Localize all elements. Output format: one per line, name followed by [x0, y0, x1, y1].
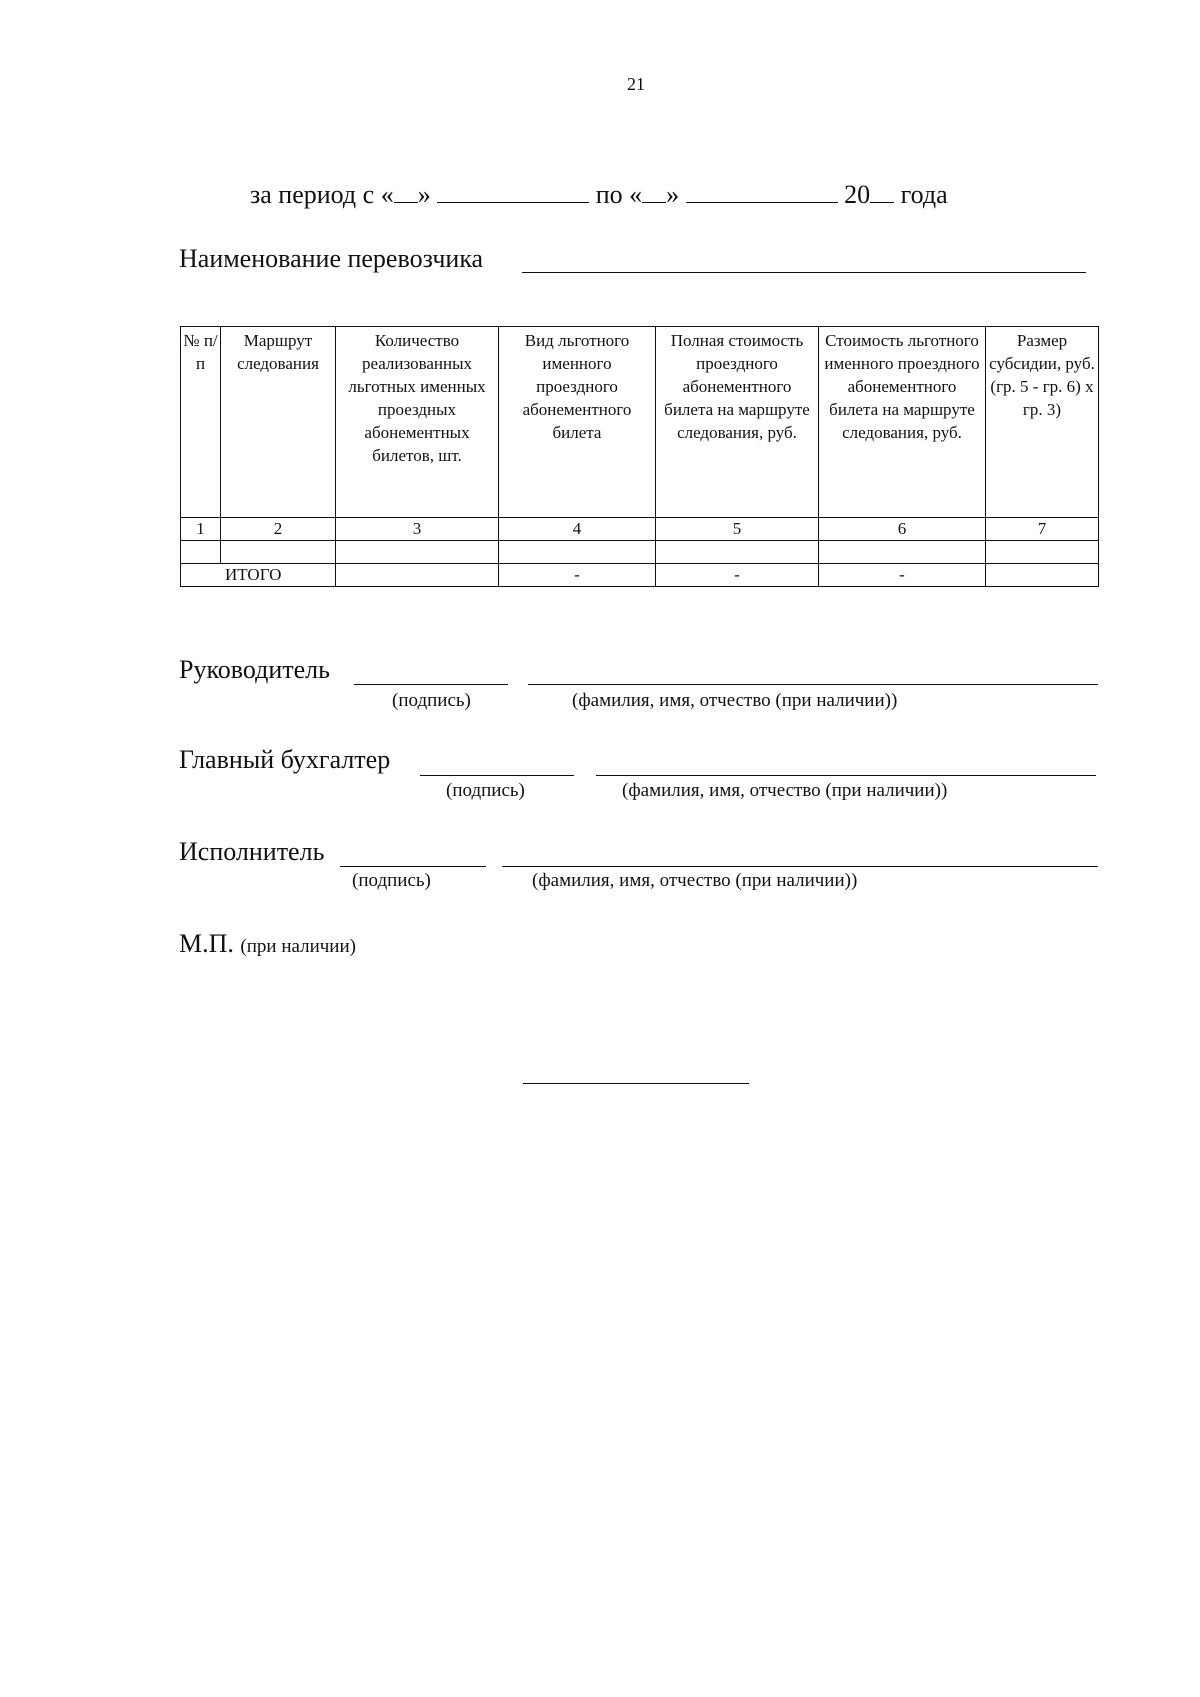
period-start-day-field[interactable] — [394, 178, 418, 203]
period-prefix: за период с « — [250, 180, 394, 209]
table-cell[interactable] — [986, 541, 1099, 564]
table-row — [181, 541, 1099, 564]
page-number: 21 — [627, 74, 645, 94]
total-dash: - — [819, 564, 986, 587]
total-label: ИТОГО — [181, 564, 336, 587]
total-cell[interactable] — [336, 564, 499, 587]
chief-accountant-name-caption: (фамилия, имя, отчество (при наличии)) — [622, 780, 948, 801]
end-divider — [523, 1083, 749, 1084]
table-cell[interactable] — [499, 541, 656, 564]
head-name-field[interactable] — [528, 684, 1098, 685]
period-end-quote: » — [666, 180, 680, 209]
table-header-cell: Полная стоимость проездного абонементного билета на маршруте следования, руб. — [656, 327, 819, 518]
column-number: 6 — [819, 518, 986, 541]
executor-name-field[interactable] — [502, 866, 1098, 867]
head-label: Руководитель — [179, 655, 330, 684]
total-dash: - — [499, 564, 656, 587]
column-number: 1 — [181, 518, 221, 541]
chief-accountant-signature-caption: (подпись) — [446, 780, 525, 801]
table-cell[interactable] — [336, 541, 499, 564]
column-number: 2 — [221, 518, 336, 541]
column-number: 7 — [986, 518, 1099, 541]
total-row — [181, 564, 1099, 587]
carrier-label: Наименование перевозчика — [179, 244, 484, 273]
carrier-name-field[interactable] — [522, 272, 1086, 273]
table-cell[interactable] — [819, 541, 986, 564]
period-year-field[interactable] — [870, 178, 894, 203]
period-year-prefix: 20 — [844, 180, 871, 209]
executor-label: Исполнитель — [179, 837, 325, 866]
table-header-row — [181, 327, 1099, 518]
chief-accountant-signature-field[interactable] — [420, 775, 574, 776]
stamp-placeholder — [179, 929, 356, 959]
total-cell[interactable] — [986, 564, 1099, 587]
total-dash: - — [656, 564, 819, 587]
chief-accountant-label: Главный бухгалтер — [179, 745, 391, 774]
column-number: 3 — [336, 518, 499, 541]
table-cell[interactable] — [656, 541, 819, 564]
stamp-label: М.П. — [179, 929, 234, 958]
executor-signature-field[interactable] — [340, 866, 486, 867]
table-header-cell: Вид льготного именного проездного абонементного билета — [499, 327, 656, 518]
head-signature-field[interactable] — [354, 684, 508, 685]
column-number-row — [181, 518, 1099, 541]
table-header-cell: Маршрут следования — [221, 327, 336, 518]
chief-accountant-name-field[interactable] — [596, 775, 1096, 776]
table-cell[interactable] — [221, 541, 336, 564]
head-signature-caption: (подпись) — [392, 690, 471, 711]
stamp-note: (при наличии) — [240, 936, 356, 957]
executor-signature-caption: (подпись) — [352, 870, 431, 891]
table-header-cell: Стоимость льготного именного проездного абонементного билета на маршруте следования, руб. — [819, 327, 986, 518]
period-year-suffix: года — [900, 180, 948, 209]
period-end-month-field[interactable] — [686, 178, 838, 203]
executor-name-caption: (фамилия, имя, отчество (при наличии)) — [532, 870, 858, 891]
column-number: 4 — [499, 518, 656, 541]
table-header-cell: Размер субсидии, руб. (гр. 5 - гр. 6) х гр. 3) — [986, 327, 1099, 518]
period-line — [250, 178, 948, 210]
report-table — [180, 326, 1099, 587]
table-header-cell: Количество реализованных льготных именных проездных абонементных билетов, шт. — [336, 327, 499, 518]
table-header-cell: № п/п — [181, 327, 221, 518]
column-number: 5 — [656, 518, 819, 541]
head-name-caption: (фамилия, имя, отчество (при наличии)) — [572, 690, 898, 711]
period-start-quote: » — [417, 180, 431, 209]
period-start-month-field[interactable] — [437, 178, 589, 203]
table-cell[interactable] — [181, 541, 221, 564]
period-middle: по « — [595, 180, 643, 209]
period-end-day-field[interactable] — [642, 178, 666, 203]
